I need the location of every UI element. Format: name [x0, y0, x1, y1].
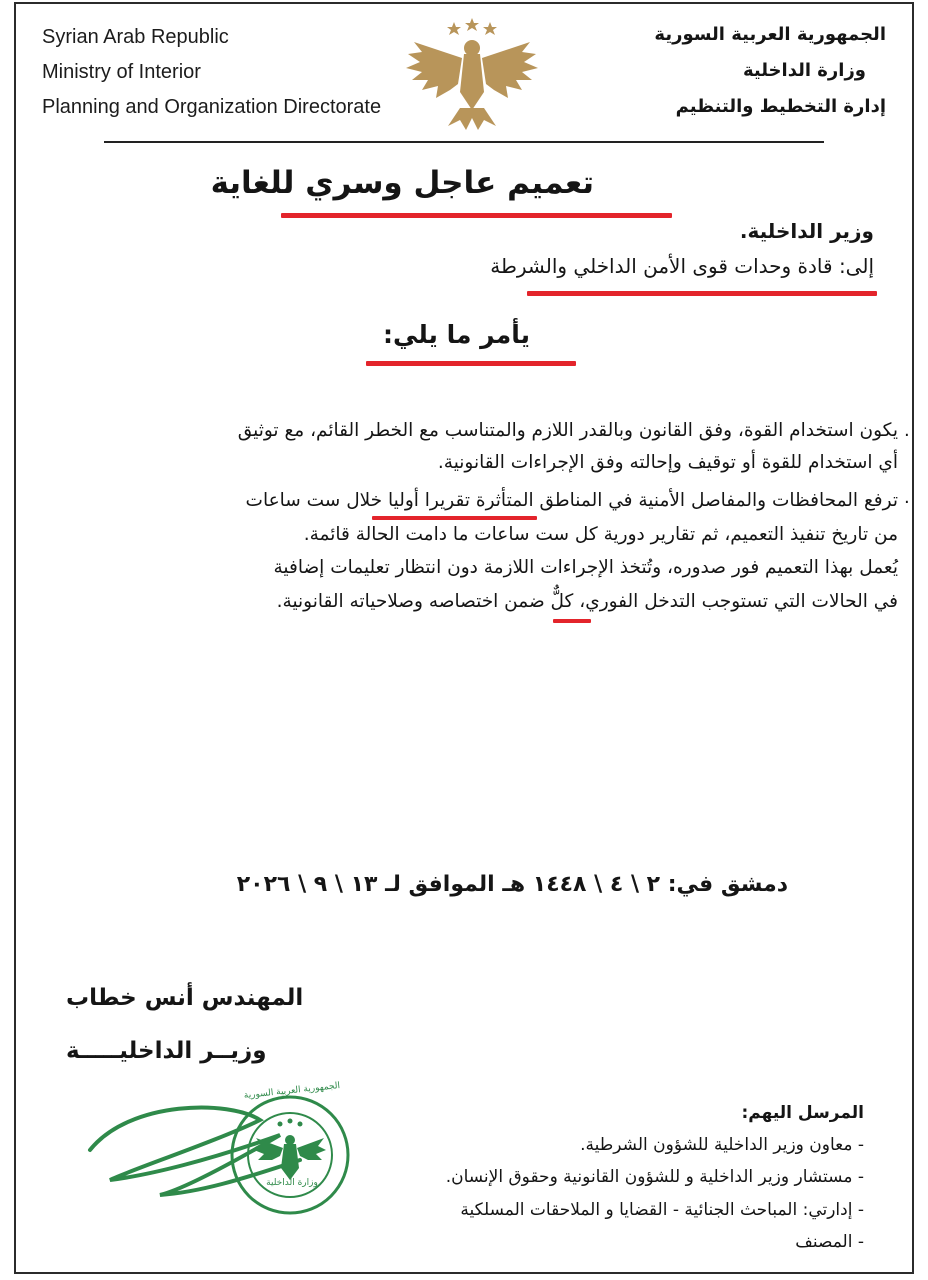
- recipients-item: - معاون وزير الداخلية للشؤون الشرطية.: [580, 1135, 864, 1155]
- title-underline: [281, 213, 672, 218]
- ministry-stamp: [232, 1097, 348, 1213]
- sender-line: وزير الداخلية.: [739, 219, 874, 243]
- recipients-item: - المصنف: [795, 1232, 864, 1252]
- date-line: دمشق في: ٢ \ ٤ \ ١٤٤٨ هـ الموافق لـ ١٣ \ ٩ \ ٢٠٢٦: [236, 872, 788, 897]
- stamp-bottom-text: وزارة الداخلية: [266, 1178, 318, 1188]
- header-ar-country: الجمهورية العربية السورية: [654, 24, 886, 45]
- header-divider: [104, 141, 824, 143]
- header-en-directorate: Planning and Organization Directorate: [42, 96, 382, 118]
- header-ar-directorate: إدارة التخطيط والتنظيم: [675, 96, 886, 117]
- orders-heading: يأمر ما يلي:: [383, 320, 530, 349]
- signatory-title: وزيــر الداخليـــــة: [66, 1038, 267, 1064]
- header-en-ministry: Ministry of Interior: [42, 61, 201, 83]
- header-ar-ministry: وزارة الداخلية: [742, 60, 866, 81]
- recipients-item: - مستشار وزير الداخلية و للشؤون القانونية وحقوق الإنسان.: [445, 1167, 864, 1187]
- recipients-item: - إدارتي: المباحث الجنائية - القضايا و الملاحقات المسلكية: [460, 1200, 864, 1220]
- eagle-emblem-icon: [402, 14, 542, 132]
- body-line: في الحالات التي تستوجب التدخل الفوري، كلٌّ ضمن اختصاصه وصلاحياته القانونية.: [276, 591, 898, 612]
- document-title: تعميم عاجل وسري للغاية: [210, 165, 594, 201]
- signature-stamp-graphic: [70, 1080, 370, 1230]
- body-line: من تاريخ تنفيذ التعميم، ثم تقارير دورية كل ست ساعات ما دامت الحالة قائمة.: [303, 524, 898, 545]
- recipient-line: إلى: قادة وحدات قوى الأمن الداخلي والشرطة: [490, 254, 874, 278]
- body-underline: [372, 516, 537, 520]
- body-line: يُعمل بهذا التعميم فور صدوره، وتُتخذ الإجراءات اللازمة دون انتظار تعليمات إضافية: [273, 557, 898, 578]
- signatory-name: المهندس أنس خطاب: [66, 985, 304, 1011]
- body-line: ترفع المحافظات والمفاصل الأمنية في المناطق المتأثرة تقريرا أوليا خلال ست ساعات: [245, 490, 898, 511]
- body-underline: [553, 619, 591, 623]
- orders-heading-underline: [366, 361, 576, 366]
- recipient-underline: [527, 291, 877, 296]
- stamp-ring-text: الجمهورية العربية السورية: [243, 1080, 341, 1102]
- bullet-marker: .: [904, 420, 910, 441]
- body-line: يكون استخدام القوة، وفق القانون وبالقدر اللازم والمتناسب مع الخطر القائم، مع توثيق: [237, 420, 898, 441]
- body-line: أي استخدام للقوة أو توقيف وإحالته وفق الإجراءات القانونية.: [437, 452, 898, 473]
- bullet-marker: .: [904, 487, 910, 508]
- recipients-heading: المرسل اليهم:: [741, 1103, 864, 1123]
- header-en-country: Syrian Arab Republic: [42, 26, 229, 48]
